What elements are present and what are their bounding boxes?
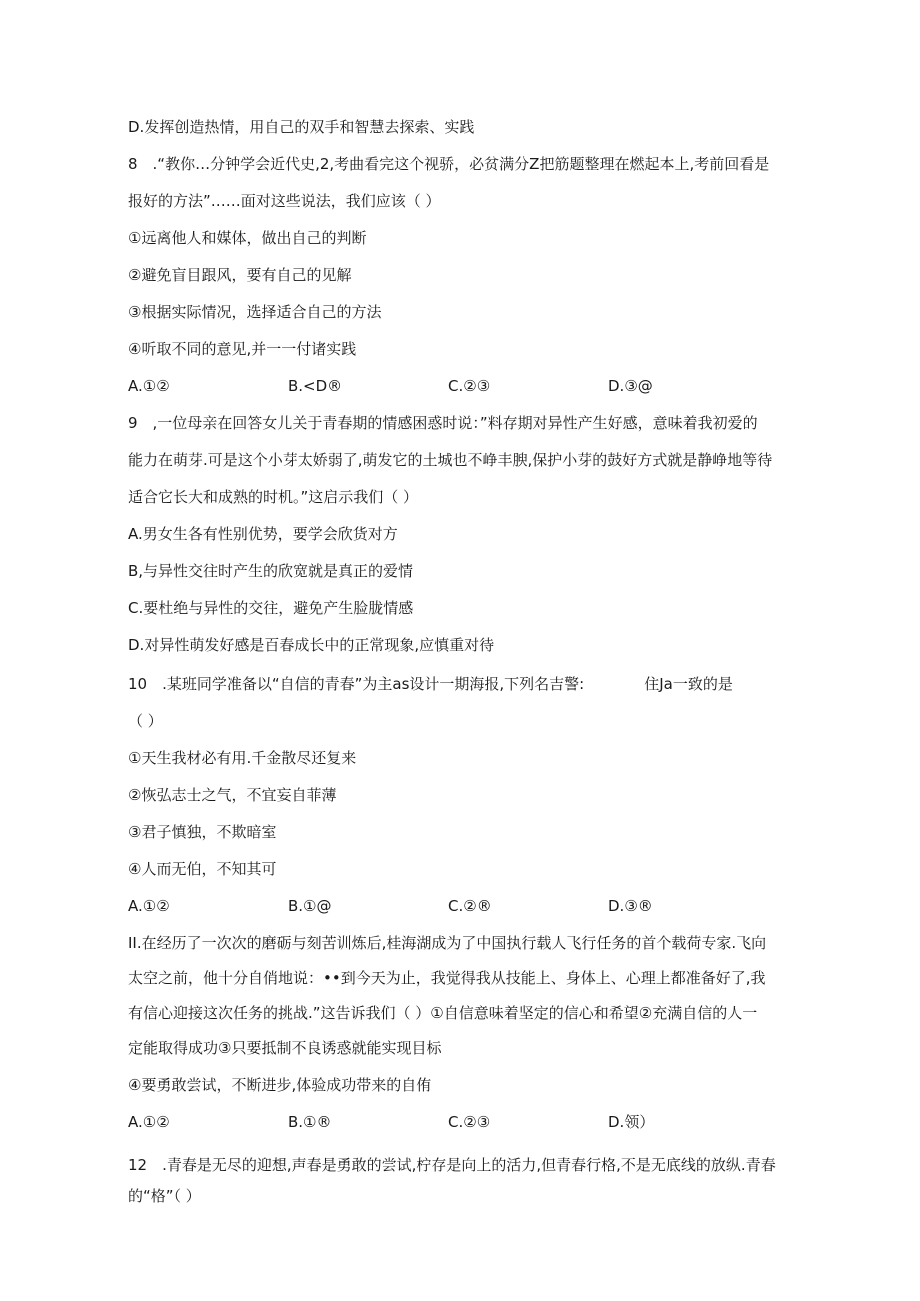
q10-stem-part1: 10 .某班同学准备以“自信的青春”为主as设计一期海报,下列名吉警: — [128, 675, 585, 693]
q8-stem-line2: 报好的方法”……面对这些说法，我们应该（ ） — [128, 192, 441, 210]
q8-option-a: A.①② — [128, 377, 170, 395]
q10-stem-line2: （ ） — [128, 712, 163, 730]
q10-options — [128, 896, 808, 916]
q7-option-d: D.发挥创造热情，用自己的双手和智慧去探索、实践 — [128, 118, 475, 136]
q11-options — [128, 1112, 808, 1132]
q8-options — [128, 376, 808, 396]
q11-option-a: A.①② — [128, 1113, 170, 1131]
q9-option-a: A.男女生各有性别优势，要学会欣货对方 — [128, 525, 398, 543]
q11-option-b: B.①® — [288, 1113, 332, 1131]
q9-stem-line1: 9 ,一位母亲在回答女儿关于青春期的情感困惑时说：”料存期对异性产生好感，意味着我初爱的 — [128, 414, 758, 432]
q8-stem-line1: 8 .“教你…分钟学会近代史,2,考曲看完这个视骄，必贫满分Z把筋题整理在燃起本上,考前回看是 — [128, 155, 770, 173]
q9-stem-line2: 能力在萌芽.可是这个小芽太娇弱了,萌发它的土城也不峥丰腴,保护小芽的鼓好方式就是静峥地等待 — [128, 451, 773, 469]
q10-option-d: D.③® — [608, 897, 653, 915]
q12-stem-line1: 12 .青春是无尽的迎想,声春是勇敢的尝试,柠存是向上的活力,但青春行格,不是无底线的放纵.青春 — [128, 1156, 776, 1174]
q10-option-c: C.②® — [448, 897, 492, 915]
q11-stem-line3: 有信心迎接这次任务的挑战.”这告诉我们（ ）①自信意味着坚定的信心和希望②充满自信的人一 — [128, 1004, 758, 1022]
q8-statement-3: ③根据实际情况，选择适合自己的方法 — [128, 303, 382, 321]
q8-option-b: B.<D® — [288, 377, 343, 395]
q12-stem-line2: 的“格”（ ） — [128, 1187, 201, 1205]
q9-stem-line3: 适合它长大和成熟的时机。”这启示我们（ ） — [128, 488, 419, 506]
q10-statement-3: ③君子慎独，不欺暗室 — [128, 823, 277, 841]
q11-stem-line4: 定能取得成功③只要抵制不良诱惑就能实现目标 — [128, 1039, 442, 1057]
q10-option-a: A.①② — [128, 897, 170, 915]
q11-option-d: D.领） — [608, 1113, 655, 1131]
q9-option-d: D.对异性萌发好感是百春成长中的正常现象,应慎重对待 — [128, 636, 495, 654]
q8-statement-1: ①远离他人和媒体，做出自己的判断 — [128, 229, 367, 247]
q8-statement-4: ④听取不同的意见,并一一付诸实践 — [128, 340, 357, 358]
q10-statement-1: ①天生我材必有用.千金散尽还复来 — [128, 749, 357, 767]
q8-option-d: D.③@ — [608, 377, 653, 395]
q8-statement-2: ②避免盲目跟风，要有自己的见解 — [128, 266, 352, 284]
q8-option-c: C.②③ — [448, 377, 491, 395]
q9-option-b: B,与异性交往时产生的欣宽就是真正的爱情 — [128, 562, 414, 580]
q11-stem-line1: II.在经历了一次次的磨砺与刻苦训炼后,桂海湖成为了中国执行载人飞行任务的首个载荷专家.飞向 — [128, 934, 767, 952]
q10-statement-4: ④人而无伯，不知其可 — [128, 860, 277, 878]
q9-option-c: C.要杜绝与异性的交往，避免产生脸胧情感 — [128, 599, 414, 617]
q10-stem-line1 — [128, 674, 733, 694]
q11-stem-line2: 太空之前，他十分自俏地说：••到今天为止，我觉得我从技能上、身体上、心理上都准备好了,我 — [128, 969, 766, 987]
q11-statement-4: ④要勇敢尝试，不断进步,体验成功带来的自侑 — [128, 1076, 432, 1094]
q10-stem-part2: 住Ja一致的是 — [644, 675, 733, 693]
q10-statement-2: ②恢弘志士之气，不宜妄自菲薄 — [128, 786, 337, 804]
q10-option-b: B.①@ — [288, 897, 332, 915]
q11-option-c: C.②③ — [448, 1113, 491, 1131]
